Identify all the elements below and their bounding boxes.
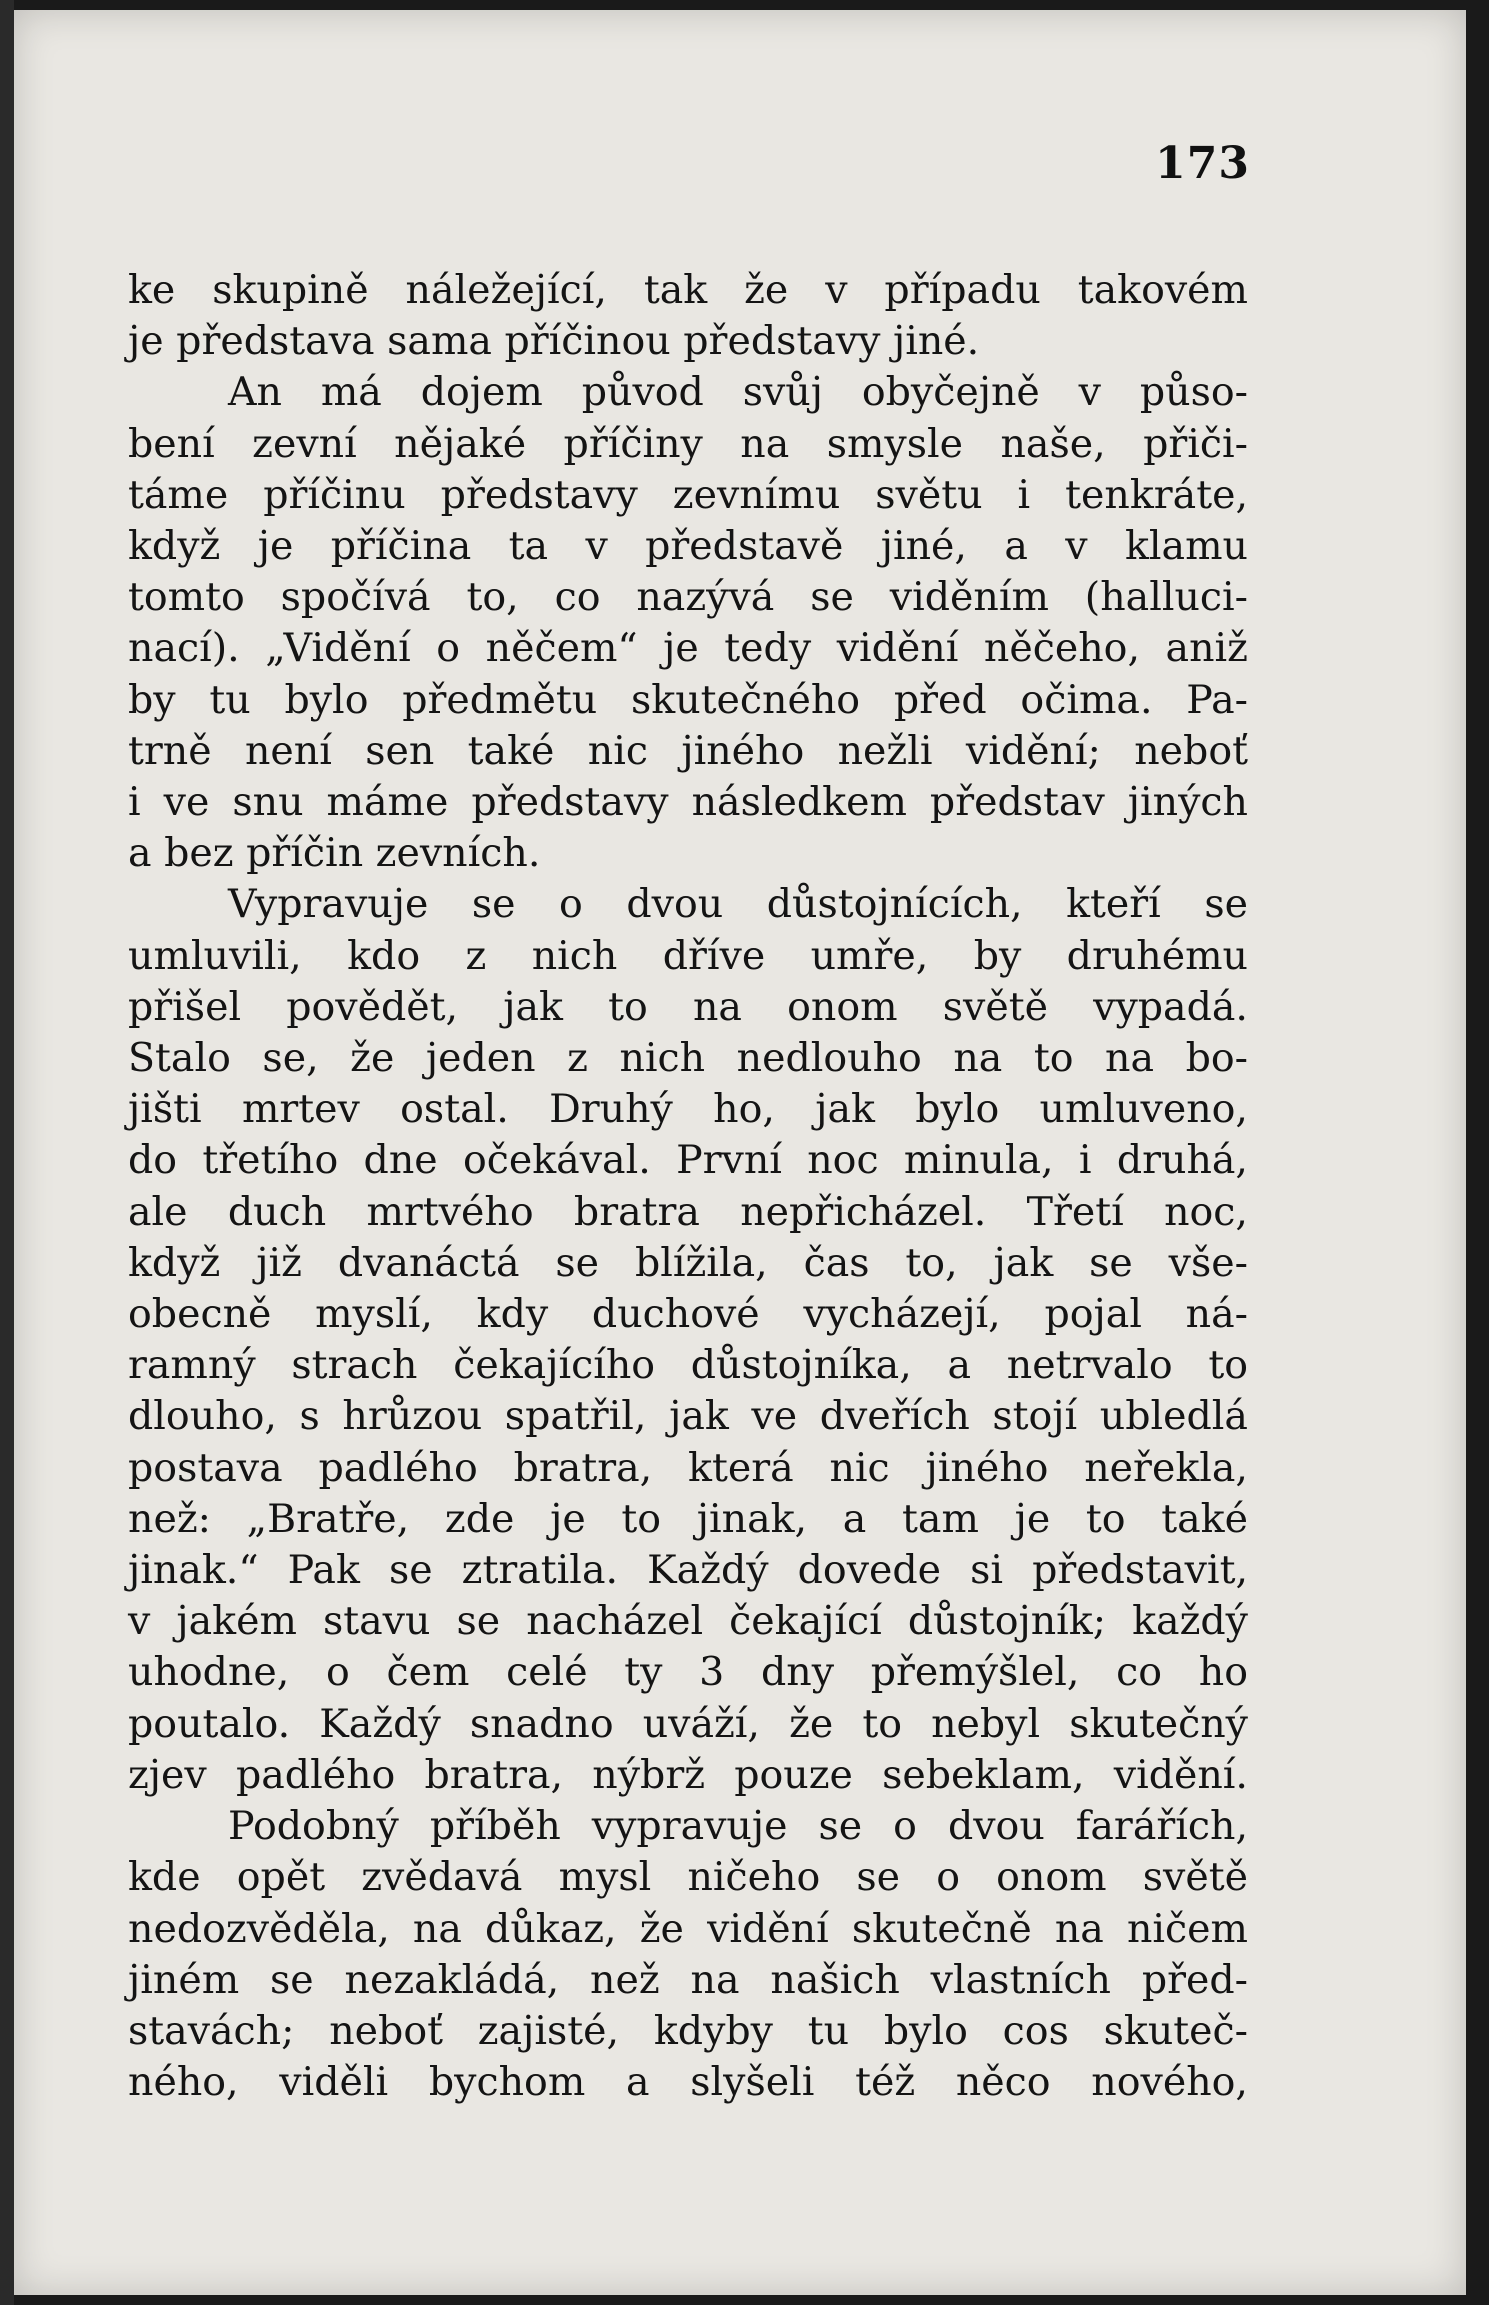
text-line: do třetího dne očekával. První noc minula, i druhá, bbox=[128, 1137, 1248, 1184]
text-line: a bez příčin zevních. bbox=[128, 830, 541, 877]
text-line: v jakém stavu se nacházel čekající důstojník; každý bbox=[128, 1598, 1248, 1645]
text-line: zjev padlého bratra, nýbrž pouze sebeklam, vidění. bbox=[128, 1751, 1248, 1798]
text-line: ke skupině náležející, tak že v případu takovém bbox=[128, 267, 1248, 313]
text-line: dlouho, s hrůzou spatřil, jak ve dveřích stojí ubledlá bbox=[128, 1393, 1248, 1440]
text-line: jinak.“ Pak se ztratila. Každý dovede si představit, bbox=[128, 1547, 1248, 1594]
page-edge bbox=[0, 0, 14, 2305]
text-line: by tu bylo předmětu skutečného před očima. Pa- bbox=[128, 676, 1248, 723]
text-line: je představa sama příčinou představy jiné. bbox=[128, 318, 980, 365]
text-line: poutalo. Každý snadno uváží, že to nebyl skutečný bbox=[128, 1700, 1248, 1747]
text-line: stavách; neboť zajisté, kdyby tu bylo cos skuteč- bbox=[128, 2007, 1248, 2054]
text-line: tomto spočívá to, co nazývá se viděním (halluci- bbox=[128, 574, 1248, 621]
text-line: nací). „Vidění o něčem“ je tedy vidění něčeho, aniž bbox=[128, 625, 1248, 672]
text-line: Podobný příběh vypravuje se o dvou farářích, bbox=[228, 1803, 1248, 1850]
text-line: Stalo se, že jeden z nich nedlouho na to na bo- bbox=[128, 1035, 1248, 1082]
book-page bbox=[14, 10, 1466, 2295]
text-line: kde opět zvědavá mysl ničeho se o onom světě bbox=[128, 1854, 1248, 1901]
text-line: bení zevní nějaké příčiny na smysle naše, přiči- bbox=[128, 420, 1248, 467]
text-line: trně není sen také nic jiného nežli vidění; neboť bbox=[128, 727, 1248, 774]
text-line: uhodne, o čem celé ty 3 dny přemýšlel, co ho bbox=[128, 1649, 1248, 1696]
text-line: když je příčina ta v představě jiné, a v klamu bbox=[128, 523, 1248, 570]
text-line: ného, viděli bychom a slyšeli též něco nového, bbox=[128, 2059, 1248, 2106]
text-line: jišti mrtev ostal. Druhý ho, jak bylo umluveno, bbox=[128, 1086, 1248, 1133]
text-line: obecně myslí, kdy duchové vycházejí, pojal ná- bbox=[128, 1291, 1248, 1338]
text-line: přišel povědět, jak to na onom světě vypadá. bbox=[128, 983, 1248, 1030]
text-line: Vypravuje se o dvou důstojnících, kteří se bbox=[228, 881, 1248, 928]
text-line: postava padlého bratra, která nic jiného neřekla, bbox=[128, 1444, 1248, 1491]
page-number: 173 bbox=[1155, 138, 1250, 189]
text-line: nedozvěděla, na důkaz, že vidění skutečně na ničem bbox=[128, 1905, 1248, 1952]
text-line: ale duch mrtvého bratra nepřicházel. Třetí noc, bbox=[128, 1188, 1248, 1235]
text-line: než: „Bratře, zde je to jinak, a tam je to také bbox=[128, 1495, 1248, 1542]
text-line: i ve snu máme představy následkem představ jiných bbox=[128, 779, 1248, 826]
text-line: umluvili, kdo z nich dříve umře, by druhému bbox=[128, 932, 1248, 979]
text-line: An má dojem původ svůj obyčejně v půso- bbox=[228, 369, 1248, 416]
text-line: jiném se nezakládá, než na našich vlastních před- bbox=[128, 1956, 1248, 2003]
text-line: táme příčinu představy zevnímu světu i tenkráte, bbox=[128, 471, 1248, 518]
body-text bbox=[128, 265, 1248, 2108]
text-line: ramný strach čekajícího důstojníka, a netrvalo to bbox=[128, 1342, 1248, 1389]
text-line: když již dvanáctá se blížila, čas to, jak se vše- bbox=[128, 1239, 1248, 1286]
